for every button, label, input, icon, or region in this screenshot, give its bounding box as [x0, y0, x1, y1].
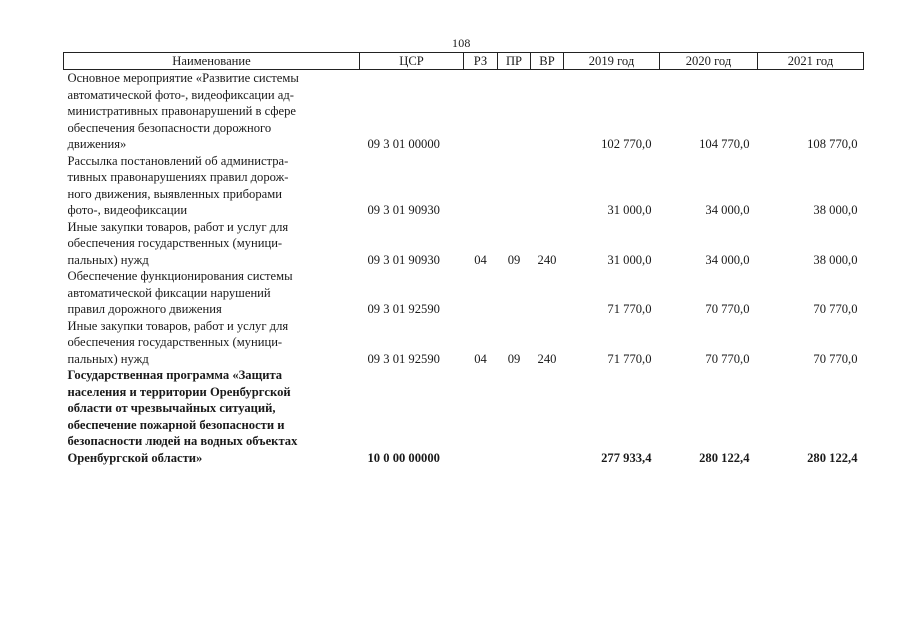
- table-header: [64, 53, 864, 70]
- row-name-line: безопасности людей на водных объектах: [67, 434, 298, 448]
- row-rz: [464, 153, 498, 219]
- row-name-line: пальных) нужд: [67, 252, 149, 267]
- header-2020: 2020 год: [660, 53, 758, 70]
- row-pr: 09: [507, 252, 521, 267]
- budget-table: [63, 52, 864, 466]
- table-row: [64, 219, 864, 269]
- header-pr: ПР: [498, 53, 531, 70]
- row-name-line: Иные закупки товаров, работ и услуг для: [67, 318, 289, 333]
- row-name-line: обеспечения безопасности дорожного: [67, 120, 272, 135]
- row-pr: [498, 153, 531, 219]
- row-csr: 09 3 01 92590: [367, 302, 440, 316]
- row-name-line: обеспечение пожарной безопасности и: [67, 417, 285, 432]
- table-body: [64, 70, 864, 467]
- row-vr: [531, 367, 564, 466]
- row-2020: 70 770,0: [705, 302, 750, 316]
- row-name-line: обеспечения государственных (муници-: [67, 236, 283, 250]
- row-rz: 04: [474, 351, 487, 366]
- row-vr: 240: [537, 351, 557, 366]
- header-vr: ВР: [531, 53, 564, 70]
- row-rz: [464, 367, 498, 466]
- row-name-line: пальных) нужд: [67, 351, 149, 366]
- row-2020: 34 000,0: [705, 252, 750, 267]
- row-name-line: министративных правонарушений в сфере: [67, 104, 297, 118]
- row-csr: 09 3 01 90930: [367, 203, 440, 217]
- row-name: [64, 367, 360, 466]
- page-number: 108: [452, 36, 471, 50]
- header-2021: 2021 год: [758, 53, 864, 70]
- row-rz: [464, 70, 498, 153]
- row-name-line: фото-, видеофиксации: [67, 203, 188, 217]
- row-2019: 31 000,0: [607, 252, 652, 267]
- row-2020: 104 770,0: [699, 137, 750, 151]
- table-row: [64, 70, 864, 153]
- table-row: [64, 268, 864, 318]
- row-2021: 108 770,0: [807, 137, 858, 151]
- header-csr: ЦСР: [360, 53, 464, 70]
- row-2020: 280 122,4: [699, 450, 750, 465]
- row-name-line: населения и территории Оренбургской: [67, 384, 291, 399]
- table-row: [64, 153, 864, 219]
- row-vr: [531, 153, 564, 219]
- row-2019: 71 770,0: [607, 302, 652, 316]
- row-csr: 09 3 01 00000: [367, 137, 440, 151]
- row-pr: [498, 70, 531, 153]
- row-name-line: движения»: [67, 137, 127, 151]
- row-name: [64, 153, 360, 219]
- row-name: [64, 219, 360, 269]
- row-name-line: ного движения, выявленных приборами: [67, 186, 282, 201]
- row-name-line: Иные закупки товаров, работ и услуг для: [67, 219, 289, 234]
- row-2019: 102 770,0: [601, 137, 652, 151]
- row-vr: 240: [537, 252, 557, 267]
- row-rz: [464, 268, 498, 318]
- header-name: Наименование: [64, 53, 360, 70]
- row-pr: 09: [507, 351, 521, 366]
- row-name-line: области от чрезвычайных ситуаций,: [67, 401, 276, 415]
- row-pr: [498, 268, 531, 318]
- row-name-line: обеспечения государственных (муници-: [67, 335, 283, 349]
- table-row: [64, 318, 864, 368]
- row-csr: 09 3 01 92590: [367, 351, 440, 366]
- row-name-line: Основное мероприятие «Развитие системы: [67, 71, 299, 85]
- row-rz: 04: [474, 252, 487, 267]
- row-2019: 71 770,0: [607, 351, 652, 366]
- row-name-line: автоматической фиксации нарушений: [67, 285, 271, 300]
- row-name-line: Обеспечение функционирования системы: [67, 269, 293, 283]
- row-name-line: Государственная программа «Защита: [67, 368, 283, 382]
- row-csr: 09 3 01 90930: [367, 252, 440, 267]
- row-name: [64, 268, 360, 318]
- row-2020: 70 770,0: [705, 351, 750, 366]
- row-2019: 277 933,4: [601, 450, 652, 465]
- row-2021: 38 000,0: [813, 203, 858, 217]
- row-pr: [498, 367, 531, 466]
- row-name-line: Оренбургской области»: [67, 450, 203, 465]
- row-name: [64, 70, 360, 153]
- row-2021: 280 122,4: [807, 450, 858, 465]
- row-name: [64, 318, 360, 368]
- row-2019: 31 000,0: [607, 203, 652, 217]
- row-vr: [531, 268, 564, 318]
- row-2020: 34 000,0: [705, 203, 750, 217]
- row-vr: [531, 70, 564, 153]
- table-row: [64, 367, 864, 466]
- header-rz: РЗ: [464, 53, 498, 70]
- row-csr: 10 0 00 00000: [367, 450, 440, 465]
- row-name-line: тивных правонарушениях правил дорож-: [67, 170, 289, 184]
- row-2021: 38 000,0: [813, 252, 858, 267]
- row-name-line: автоматической фото-, видеофиксации ад-: [67, 87, 294, 102]
- row-name-line: Рассылка постановлений об администра-: [67, 153, 289, 168]
- row-2021: 70 770,0: [813, 302, 858, 316]
- header-2019: 2019 год: [564, 53, 660, 70]
- row-name-line: правил дорожного движения: [67, 302, 222, 316]
- row-2021: 70 770,0: [813, 351, 858, 366]
